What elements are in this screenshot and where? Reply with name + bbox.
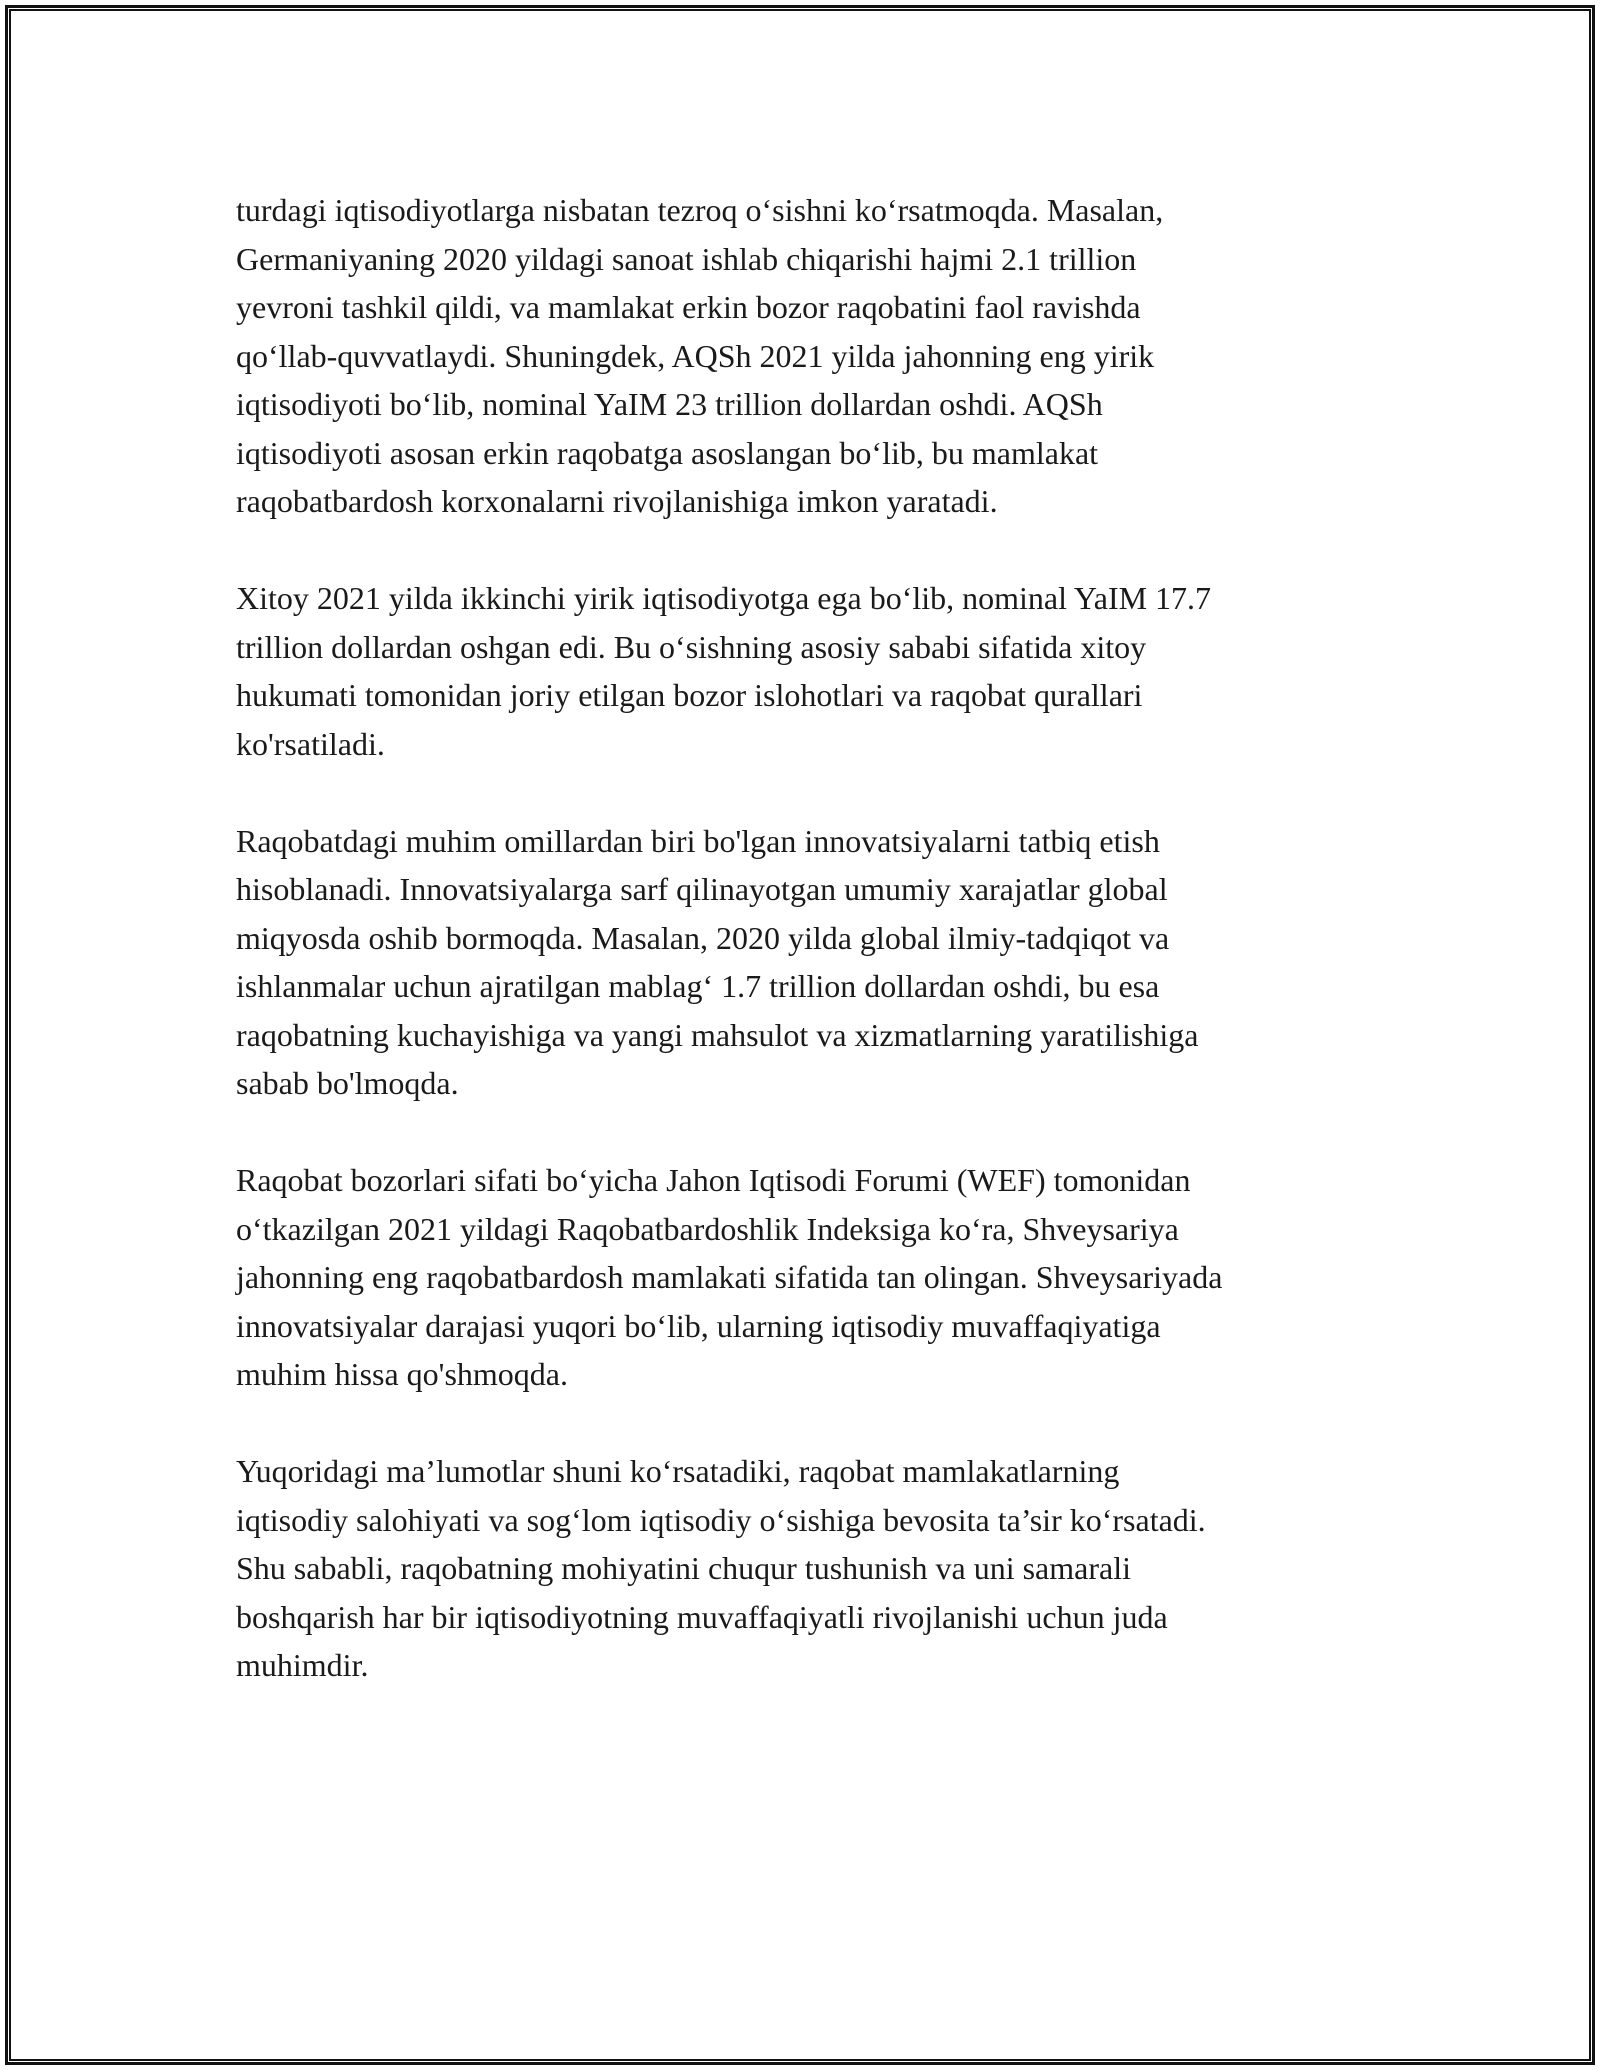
paragraph-2: Xitoy 2021 yilda ikkinchi yirik iqtisodiyotga ega bo‘lib, nominal YaIM 17.7 trillion dollardan oshgan edi. Bu o‘sishning asosiy sababi sifatida xitoy hukumati tomonidan joriy etilgan bozor islohotlari va raqobat qurallari ko'rsatiladi. [236,580,1212,762]
document-body [236,186,1376,1738]
paragraph-5: Yuqoridagi ma’lumotlar shuni ko‘rsatadiki, raqobat mamlakatlarning iqtisodiy salohiyati va sog‘lom iqtisodiy o‘sishiga bevosita ta’sir ko‘rsatadi. Shu sababli, raqobatning mohiyatini chuqur tushunish va uni samarali boshqarish har bir iqtisodiyotning muvaffaqiyatli rivojlanishi uchun juda muhimdir. [236,1453,1206,1683]
paragraph-1: turdagi iqtisodiyotlarga nisbatan tezroq o‘sishni ko‘rsatmoqda. Masalan, Germaniyaning 2020 yildagi sanoat ishlab chiqarishi hajmi 2.1 trillion yevroni tashkil qildi, va mamlakat erkin bozor raqobatini faol ravishda qo‘llab-quvvatlaydi. Shuningdek, AQSh 2021 yilda jahonning eng yirik iqtisodiyoti bo‘lib, nominal YaIM 23 trillion dollardan oshdi. AQSh iqtisodiyoti asosan erkin raqobatga asoslangan bo‘lib, bu mamlakat raqobatbardosh korxonalarni rivojlanishiga imkon yaratadi. [236,192,1164,519]
paragraph-3: Raqobatdagi muhim omillardan biri bo'lgan innovatsiyalarni tatbiq etish hisoblanadi. Innovatsiyalarga sarf qilinayotgan umumiy xarajatlar global miqyosda oshib bormoqda. Masalan, 2020 yilda global ilmiy-tadqiqot va ishlanmalar uchun ajratilgan mablag‘ 1.7 trillion dollardan oshdi, bu esa raqobatning kuchayishiga va yangi mahsulot va xizmatlarning yaratilishiga sabab bo'lmoqda. [236,822,1199,1101]
paragraph-4: Raqobat bozorlari sifati bo‘yicha Jahon Iqtisodi Forumi (WEF) tomonidan o‘tkazilgan 2021 yildagi Raqobatbardoshlik Indeksiga ko‘ra, Shveysariya jahonning eng raqobatbardosh mamlakati sifatida tan olingan. Shveysariyada innovatsiyalar darajasi yuqori bo‘lib, ularning iqtisodiy muvaffaqiyatiga muhim hissa qo'shmoqda. [236,1162,1223,1392]
